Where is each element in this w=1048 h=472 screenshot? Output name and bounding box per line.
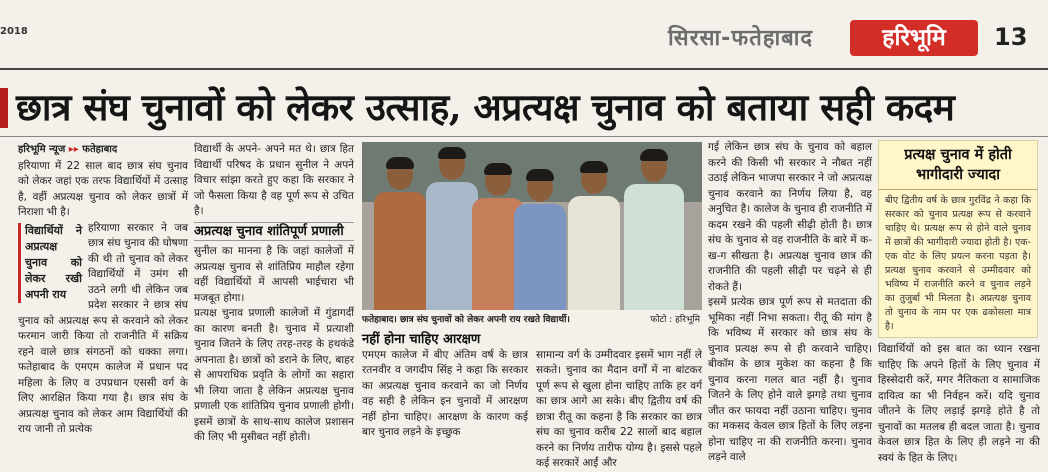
paragraph: सुनील का मानना है कि जहां कालेजों में अप्रत्यक्ष चुनाव से शांतिप्रिय माहौल रहेगा वहीं विद्यार्थियों में आपसी भाईचारा भी मजबूत होगा।: [194, 245, 354, 304]
paragraph: विद्यार्थियों को इस बात का ध्यान रखना चाहिए कि अपने हितों के लिए चुनाव में हिस्सेदारी करें, मगर नैतिकता व सामाजिक दायित्व का भी निर्वहन करें। यदि चुनाव जीतने के लिए लड़ाई झगड़े होते है तो चुनावों का मतलब ही बदल जाता है। चुनाव केवल छात्र हित के लिए ही लड़ने ना की स्वयं के हित के लिए।: [878, 343, 1040, 464]
article-headline: छात्र संघ चुनावों को लेकर उत्साह, अप्रत्यक्ष चुनाव को बताया सही कदम: [16, 85, 955, 129]
sidebar-body: बीए द्वितीय वर्ष के छात्र गुरविंद्र ने कहा कि सरकार को चुनाव प्रत्यक्ष रूप से करवाने चाहिए थे। प्रत्यक्ष रूप से होने वाले चुनाव में छात्रों की भागीदारी ज्यादा होती है। एक-एक वोट के लिए प्रयत्न करना पड़ता है। प्रत्यक्ष चुनाव करवाने से उम्मीदवार को भविष्य में राजनीति करने व चुनाव लड़ने का तुजुर्बा भी मिलता है। अप्रत्यक्ष चुनाव तो चुनाव के नाम पर एक ढकोसला मात्र है।: [885, 195, 1031, 332]
pull-quote: विद्यार्थियों ने अप्रत्यक्ष चुनाव को लेकर रखी अपनी राय: [18, 223, 82, 303]
paragraph: हरियाणा में 22 साल बाद छात्र संघ चुनाव को लेकर जहां एक तरफ विद्यार्थियों में उत्साह है, वहीं अप्रत्यक्ष चुनाव को लेकर छात्रों में निराशा भी है।: [18, 159, 188, 218]
article-column-1: [18, 142, 188, 462]
article-column-2: [194, 142, 354, 462]
subheading: नहीं होना चाहिए आरक्षण: [362, 332, 481, 347]
dateline-source: हरिभूमि न्यूज: [18, 144, 66, 155]
sidebar-title: प्रत्यक्ष चुनाव में होती भागीदारी ज्यादा: [879, 141, 1037, 190]
newspaper-logo: हरिभूमि: [850, 20, 978, 56]
student-figure: [568, 164, 620, 310]
article-column-5: [878, 342, 1040, 462]
page-number: 13: [994, 23, 1028, 51]
student-figure: [514, 172, 566, 310]
left-edge-marker: [0, 88, 8, 128]
dateline-arrow-icon: ▸▸: [68, 144, 79, 155]
article-mid-section: [362, 332, 702, 469]
paragraph: विद्यार्थी के अपने- अपने मत थे। छात्र हित विद्यार्थी परिषद के प्रधान सुनील ने अपने विचार सांझा करते हुए कहा कि सरकार ने जो फैसला किया है वह पूर्ण रूप से उचित है।: [194, 143, 354, 217]
paragraph: सामान्य वर्ग के उम्मीदवार इसमें भाग नहीं ले सकते। चुनाव का मैदान वर्गों में ना बांटकर पूर्ण रूप से खुला होना चाहिए ताकि हर वर्ग का छात्र आगे आ सके। बीए द्वितीय वर्ष की छात्रा रीतू का कहना है कि सरकार का छात्र संघ का चुनाव करीब 22 सालों बाद बहाल करने का निर्णय तारीफ योग्य है। इससे पहले कई सरकारें आईं और: [536, 348, 702, 469]
paragraph: एमएम कालेज में बीए अंतिम वर्ष के छात्र रतनवीर व जगदीप सिंह ने कहा कि सरकार का अप्रत्यक्ष चुनाव करवाने का जो निर्णय वह सही है लेकिन इन चुनावों में आरक्षण नहीं होना चाहिए। आरक्षण के कारण कई बार चुनाव लड़ने के इच्छुक: [362, 348, 528, 438]
subheading: अप्रत्यक्ष चुनाव शांतिपूर्ण प्रणाली: [194, 222, 354, 242]
headline-rule: [0, 136, 1048, 137]
paragraph: प्रत्यक्ष चुनाव प्रणाली कालेजों में गुंडागर्दी का कारण बनती है। चुनाव में प्रत्याशी चुनाव जितने के लिए तरह-तरह के हथकंडे अपनाता है। छात्रों को डराने के लिए, बाहर से आपराधिक प्रवृति के लोगों का सहारा भी लिया जाता है लेकिन अप्रत्यक्ष चुनाव प्रणाली एक शांतिप्रिय चुनाव प्रणाली होगी। इसमें छात्रों के साथ-साथ कालेज प्रशासन की लिए भी मुसीबत नहीं होती।: [194, 307, 354, 443]
student-figure: [374, 160, 426, 310]
article-column-4: [708, 140, 872, 462]
paragraph: गई लेकिन छात्र संघ के चुनाव को बहाल करने की किसी भी सरकार ने नौबत नहीं उठाई लेकिन भाजपा सरकार ने जो अप्रत्यक्ष चुनाव करवाने का निर्णय लिया है, वह अनुचित है। कालेज के चुनाव ही राजनीति में कदम रखने की पहली सीढ़ी होती है। छात्र संघ के चुनाव से वह राजनीति के बारे में क-ख-ग सीखता है। अप्रत्यक्ष चुनाव छात्र की राजनीति की पहली सीढ़ी पर चढ़ने से ही रोकते हैं।: [708, 141, 872, 293]
edition-location: सिरसा-फतेहाबाद: [668, 26, 814, 51]
caption-text: फतेहाबाद। छात्र संघ चुनावों को लेकर अपनी राय रखते विद्यार्थी।: [362, 315, 570, 325]
header-rule: [0, 68, 1048, 70]
student-figure: [426, 150, 478, 310]
photo-caption: [362, 312, 702, 325]
edition-year: 2018: [0, 26, 28, 37]
student-figure: [624, 152, 684, 310]
sidebar-box: [878, 140, 1038, 338]
dateline: [18, 142, 188, 158]
article-photo: [362, 142, 702, 310]
photo-credit: फोटो : हरिभूमि: [650, 315, 700, 325]
dateline-place: फतेहाबाद: [82, 144, 118, 155]
paragraph: हरियाणा सरकार ने जब छात्र संघ चुनाव की घोषणा की थी तो चुनाव को लेकर विद्यार्थियों में उमंग सी उठने लगी थी लेकिन जब प्रदेश सरकार ने छात्र संघ चुनाव को अप्रत्यक्ष रूप से करवाने को लेकर फरमान जारी किया तो राजनीति में सक्रिय रहने वाले छात्र संगठनों को धक्का लगा। फतेहाबाद के एमएम कालेज में प्रधान पद महिला के लिए व उपप्रधान एससी वर्ग के लिए आरक्षित किया गया है। छात्र संघ के अप्रत्यक्ष चुनाव को लेकर आम विद्यार्थियों की राय जानी तो प्रत्येक: [18, 221, 188, 435]
paragraph: इसमें प्रत्येक छात्र पूर्ण रूप से मतदाता की भूमिका नहीं निभा सकता। रीतू की मांग है कि भविष्य में सरकार को छात्र संघ के चुनाव प्रत्यक्ष रूप से ही करवाने चाहिए। बीकॉम के छात्र मुकेश का कहना है कि चुनाव करना गलत बात नहीं है। चुनाव जितने के लिए होने वाले झगड़े तथा चुनाव जीत कर फायदा नहीं उठाना चाहिए। चुनाव का मकसद केवल छात्र हितों के लिए लड़ना होना चाहिए ना की राजनीति करना। चुनाव लड़ने वाले: [708, 296, 872, 463]
